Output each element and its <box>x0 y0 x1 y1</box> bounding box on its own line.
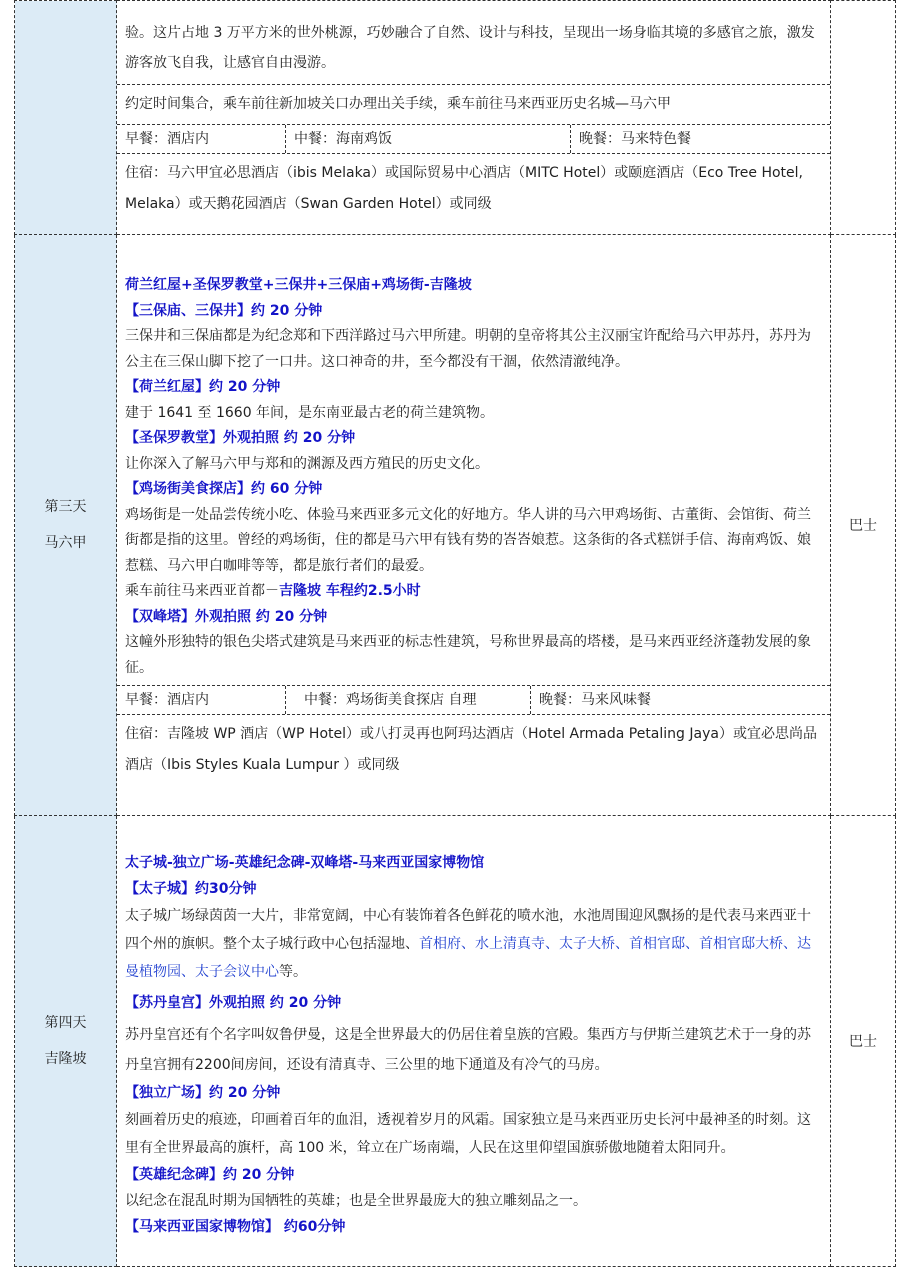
day3-s4-title: 【鸡场街美食探店】约 60 分钟 <box>125 481 323 497</box>
day4-s2-text: 苏丹皇宫还有个名字叫奴鲁伊曼，这是全世界最大的仍居住着皇族的宫殿。集西方与伊斯兰建筑艺术于一身的苏丹皇宫拥有2200间房间，还设有清真寺、三公里的地下通道及有冷气的马房。 <box>125 1027 811 1073</box>
day2-stay: 住宿：马六甲宜必思酒店（ibis Melaka）或国际贸易中心酒店（MITC Hotel）或颐庭酒店（Eco Tree Hotel, Melaka）或天鹅花园酒店（Swan Garden Hotel）或同级 <box>125 164 803 212</box>
day2-label-cell <box>15 1 117 235</box>
day4-route: 太子城-独立广场-英雄纪念碑-双峰塔-马来西亚国家博物馆 <box>125 855 485 871</box>
day2-dinner: 晚餐：马来特色餐 <box>570 125 830 153</box>
day4-s3-text: 刻画着历史的痕迹，印画着百年的血泪，透视着岁月的风霜。国家独立是马来西亚历史长河中最神圣的时刻。这里有全世界最高的旗杆，高 100 米，耸立在广场南端，人民在这里仰望国旗骄傲地随着太阳同升。 <box>125 1112 811 1156</box>
day4-s2-title: 【苏丹皇宫】外观拍照 约 20 分钟 <box>125 995 342 1011</box>
day3-label-day: 第三天 <box>44 499 87 515</box>
day3-itinerary <box>117 265 830 685</box>
day3-s3-title: 【圣保罗教堂】外观拍照 约 20 分钟 <box>125 430 356 446</box>
day4-s3-title: 【独立广场】约 20 分钟 <box>125 1085 281 1101</box>
itinerary-table <box>14 0 896 1267</box>
day4-s4-text: 以纪念在混乱时期为国牺牲的英雄；也是全世界最庞大的独立雕刻品之一。 <box>125 1193 587 1209</box>
day3-breakfast: 早餐：酒店内 <box>125 692 209 708</box>
day3-content <box>117 235 831 816</box>
day3-s1-text: 三保井和三保庙都是为纪念郑和下西洋路过马六甲所建。明朝的皇帝将其公主汉丽宝许配给马六甲苏丹，苏丹为公主在三保山脚下挖了一口井。这口神奇的井，至今都没有干涸，依然清澈纯净。 <box>125 328 811 370</box>
day3-s5-title: 【双峰塔】外观拍照 约 20 分钟 <box>125 608 328 625</box>
day3-row <box>15 235 896 816</box>
day3-s2-text: 建于 1641 至 1660 年间，是东南亚最古老的荷兰建筑物。 <box>125 404 495 421</box>
day4-row <box>15 816 896 1267</box>
day3-label-cell <box>15 235 117 816</box>
day2-lunch: 中餐：海南鸡饭 <box>285 125 570 153</box>
day2-meals <box>117 124 830 154</box>
day3-s3-text: 让你深入了解马六甲与郑和的渊源及西方殖民的历史文化。 <box>125 455 489 472</box>
day3-lunch: 中餐：鸡场街美食探店 自理 <box>285 686 530 714</box>
day4-s1-text <box>125 902 822 986</box>
day3-label-city: 马六甲 <box>44 535 87 551</box>
day3-drive <box>125 579 822 605</box>
day2-text1: 验。这片占地 3 万平方米的世外桃源，巧妙融合了自然、设计与科技，呈现出一场身临其境的多感官之旅，激发游客放飞自我，让感官自由漫游。 <box>125 24 815 71</box>
day3-s1-title: 【三保庙、三保井】约 20 分钟 <box>125 302 323 319</box>
day3-drive-destination: 吉隆坡 车程约2.5小时 <box>279 583 421 599</box>
day4-transport-cell <box>831 816 896 1267</box>
day3-s5-text: 这幢外形独特的银色尖塔式建筑是马来西亚的标志性建筑，号称世界最高的塔楼，是马来西亚经济蓬勃发展的象征。 <box>125 634 811 676</box>
day3-s4-text: 鸡场街是一处品尝传统小吃、体验马来西亚多元文化的好地方。华人讲的马六甲鸡场街、古董街、会馆街、荷兰街都是指的这里。曾经的鸡场街，住的都是马六甲有钱有势的峇峇娘惹。这条街的各式糕饼手信、海南鸡饭、娘惹糕、马六甲白咖啡等等，都是旅行者们的最爱。 <box>125 506 811 574</box>
day2-text2: 约定时间集合，乘车前往新加坡关口办理出关手续，乘车前往马来西亚历史名城—马六甲 <box>117 84 830 124</box>
day4-transport: 巴士 <box>849 1034 877 1050</box>
day4-s1-text-b: 等。 <box>279 964 307 980</box>
day2-row <box>15 1 896 235</box>
day4-label-day: 第四天 <box>44 1015 87 1031</box>
day4-s1-title: 【太子城】约30分钟 <box>125 881 257 897</box>
day2-breakfast: 早餐：酒店内 <box>125 130 209 147</box>
day3-transport-cell <box>831 235 896 816</box>
day3-meals <box>117 685 830 715</box>
day4-s5-title: 【马来西亚国家博物馆】 约60分钟 <box>125 1219 346 1235</box>
day4-s1-links: 首相府、水上清真寺、太子大桥、首相官邸、首相官邸大桥、达曼植物园、太子会议中心 <box>125 936 811 980</box>
day4-label-cell <box>15 816 117 1267</box>
day3-dinner: 晚餐：马来风味餐 <box>530 686 830 714</box>
day3-s2-title: 【荷兰红屋】约 20 分钟 <box>125 379 281 395</box>
day2-content <box>117 1 831 235</box>
day3-stay: 住宿：吉隆坡 WP 酒店（WP Hotel）或八打灵再也阿玛达酒店（Hotel Armada Petaling Jaya）或宜必思尚品酒店（Ibis Styles Kuala Lumpur ）或同级 <box>125 726 817 773</box>
day4-s4-title: 【英雄纪念碑】约 20 分钟 <box>125 1167 295 1183</box>
day3-drive-prefix: 乘车前往马来西亚首都－ <box>125 583 279 599</box>
day4-content <box>117 816 831 1267</box>
day4-label-city: 吉隆坡 <box>44 1051 87 1067</box>
day4-itinerary <box>117 842 830 1240</box>
day3-route: 荷兰红屋+圣保罗教堂+三保井+三保庙+鸡场街-吉隆坡 <box>125 277 472 293</box>
day4-s1-text-a: 太子城广场绿茵茵一大片，非常宽阔，中心有装饰着各色鲜花的喷水池，水池周围迎风飘扬的是代表马来西亚十四个州的旗帜。整个太子城行政中心包括湿地、 <box>125 908 811 952</box>
day2-transport-cell <box>831 1 896 235</box>
day3-transport: 巴士 <box>849 518 877 534</box>
